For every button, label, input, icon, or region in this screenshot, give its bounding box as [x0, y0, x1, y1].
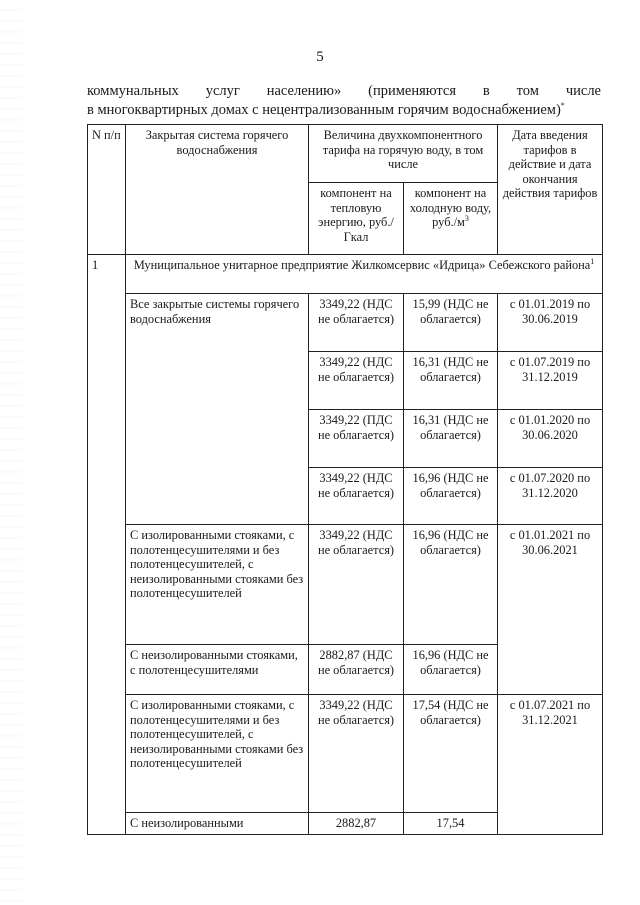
heat-cell: 3349,22 (НДС не облагается) — [309, 352, 404, 410]
header-system: Закрытая система горячего водоснабжения — [126, 125, 309, 255]
cold-cell: 16,96 (НДС не облагается) — [404, 645, 498, 695]
heat-cell: 3349,22 (НДС не облагается) — [309, 468, 404, 525]
system-cell: С неизолированными стояками, с полотенцесушителями — [126, 645, 309, 695]
intro-line-1 — [87, 82, 601, 101]
header-dates: Дата введения тарифов в действие и дата окончания действия тарифов — [498, 125, 603, 255]
dates-cell: с 01.07.2020 по 31.12.2020 — [498, 468, 603, 525]
row-number: 1 — [88, 255, 126, 835]
header-heat: компонент на тепловую энергию, руб./Гкал — [309, 183, 404, 255]
heat-cell: 3349,22 (ПДС не облагается) — [309, 410, 404, 468]
org-name — [126, 255, 603, 294]
intro-footnote-mark: * — [560, 101, 565, 111]
header-tariff: Величина двухкомпонентного тарифа на горячую воду, в том числе — [309, 125, 498, 183]
page-number: 5 — [316, 49, 324, 65]
dates-cell: с 01.07.2019 по 31.12.2019 — [498, 352, 603, 410]
header-cold-text: компонент на холодную воду, руб./м — [409, 186, 492, 230]
cold-cell: 15,99 (НДС не облагается) — [404, 294, 498, 352]
table-row — [88, 525, 603, 645]
table-header-row — [88, 125, 603, 183]
header-num: N п/п — [88, 125, 126, 255]
cold-cell: 16,31 (НДС не облагается) — [404, 352, 498, 410]
dates-cell: с 01.01.2021 по 30.06.2021 — [498, 525, 603, 645]
table-row — [88, 468, 603, 525]
scan-margin-artifact — [0, 0, 22, 905]
dates-cell — [498, 813, 603, 835]
org-name-text: Муниципальное унитарное предприятие Жилкомсервис «Идрица» Себежского района — [133, 258, 591, 272]
intro-line-2-text: в многоквартирных домах с нецентрализованным горячим водоснабжением) — [87, 102, 561, 118]
heat-cell: 3349,22 (НДС не облагается) — [309, 695, 404, 813]
system-cell — [126, 410, 309, 468]
cold-cell: 17,54 — [404, 813, 498, 835]
header-cold — [404, 183, 498, 255]
intro-line-2 — [87, 101, 601, 120]
heat-cell: 2882,87 (НДС не облагается) — [309, 645, 404, 695]
dates-cell: с 01.07.2021 по 31.12.2021 — [498, 695, 603, 813]
dates-cell: с 01.01.2020 по 30.06.2020 — [498, 410, 603, 468]
system-cell — [126, 468, 309, 525]
system-cell: Все закрытые системы горячего водоснабжения — [126, 294, 309, 352]
system-cell — [126, 352, 309, 410]
org-footnote-mark: 1 — [590, 256, 595, 266]
table-row — [88, 645, 603, 695]
dates-cell: с 01.01.2019 по 30.06.2019 — [498, 294, 603, 352]
system-cell: С изолированными стояками, с полотенцесушителями и без полотенцесушителей, с неизолированными стояками без полотенцесушителей — [126, 695, 309, 813]
heat-cell: 3349,22 (НДС не облагается) — [309, 294, 404, 352]
intro-line-1-text: коммунальных услуг населению» (применяются в том числе — [87, 83, 601, 99]
dates-cell — [498, 645, 603, 695]
cold-cell: 16,31 (НДС не облагается) — [404, 410, 498, 468]
header-cold-sup: 3 — [464, 214, 469, 224]
cold-cell: 16,96 (НДС не облагается) — [404, 525, 498, 645]
heat-cell: 2882,87 — [309, 813, 404, 835]
system-cell: С изолированными стояками, с полотенцесушителями и без полотенцесушителей, с неизолированными стояками без полотенцесушителей — [126, 525, 309, 645]
table-row — [88, 813, 603, 835]
tariff-table — [87, 124, 603, 835]
system-cell: С неизолированными — [126, 813, 309, 835]
cold-cell: 16,96 (НДС не облагается) — [404, 468, 498, 525]
heat-cell: 3349,22 (НДС не облагается) — [309, 525, 404, 645]
table-row — [88, 294, 603, 352]
org-row — [88, 255, 603, 294]
cold-cell: 17,54 (НДС не облагается) — [404, 695, 498, 813]
table-row — [88, 695, 603, 813]
table-row — [88, 352, 603, 410]
table-row — [88, 410, 603, 468]
